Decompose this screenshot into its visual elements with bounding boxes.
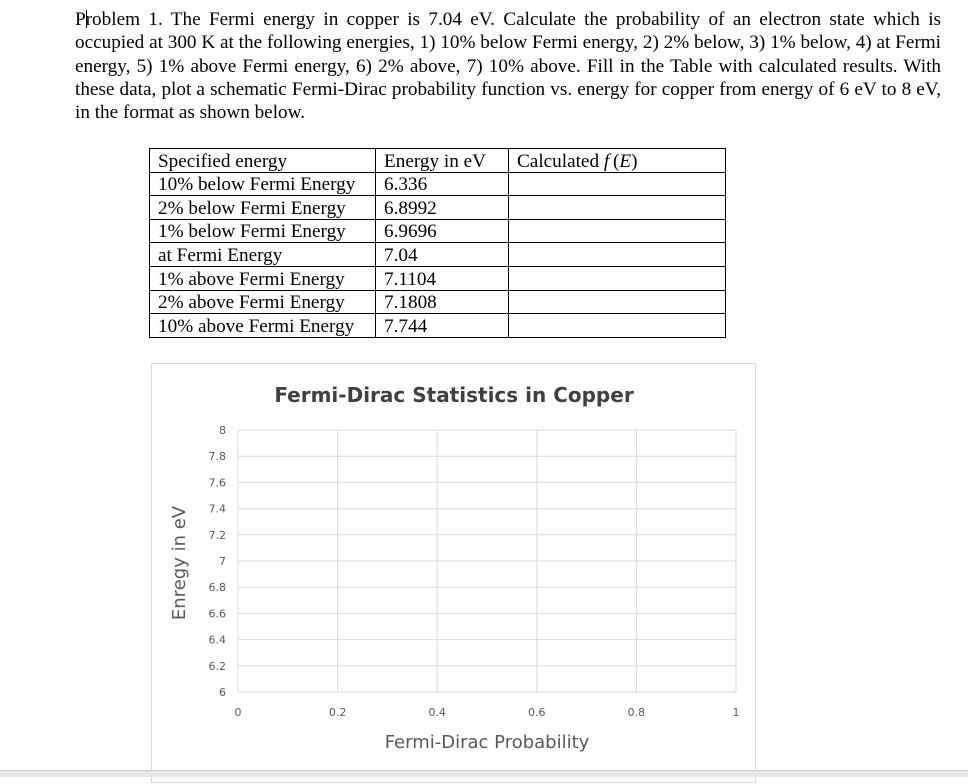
header-calculated-label: Calculated f (E)	[517, 150, 638, 172]
x-axis-label: Fermi-Dirac Probability	[384, 732, 590, 753]
y-tick-label: 8	[219, 424, 226, 437]
y-tick-label: 7.2	[208, 528, 226, 542]
x-tick-label: 0	[234, 706, 242, 719]
row-specified-energy: 2% above Fermi Energy	[150, 290, 376, 314]
y-tick-label: 6.8	[208, 581, 226, 595]
table-header-row	[150, 149, 726, 173]
row-energy-value: 6.8992	[376, 196, 509, 220]
x-tick-label: 0.6	[528, 706, 546, 719]
row-specified-energy: 2% below Fermi Energy	[150, 196, 376, 220]
y-tick-label: 6.4	[208, 633, 226, 647]
y-tick-label: 6.6	[208, 607, 226, 621]
row-energy-value: 6.336	[376, 172, 509, 196]
row-calculated-value[interactable]	[509, 266, 726, 290]
table-row	[150, 219, 726, 243]
y-tick-label: 6.2	[208, 659, 226, 673]
table-body	[150, 172, 726, 337]
row-calculated-value[interactable]	[509, 172, 726, 196]
y-tick-label: 7.6	[208, 476, 226, 490]
y-axis-label: Enregy in eV	[169, 505, 190, 621]
row-calculated-value[interactable]	[509, 196, 726, 220]
table-row	[150, 196, 726, 220]
y-tick-label: 7	[219, 555, 226, 568]
header-energy-in-ev: Energy in eV	[376, 149, 509, 173]
y-tick-label: 7.4	[208, 502, 226, 516]
row-specified-energy: at Fermi Energy	[150, 243, 376, 267]
row-specified-energy: 1% above Fermi Energy	[150, 266, 376, 290]
table-row	[150, 314, 726, 338]
chart-area	[151, 363, 756, 783]
table-row	[150, 266, 726, 290]
header-specified-energy: Specified energy	[150, 149, 376, 173]
chart-title: Fermi-Dirac Statistics in Copper	[274, 383, 634, 407]
row-energy-value: 6.9696	[376, 219, 509, 243]
y-tick-label: 7.8	[208, 450, 226, 464]
row-calculated-value[interactable]	[509, 290, 726, 314]
table-row	[150, 243, 726, 267]
table-row	[150, 290, 726, 314]
row-specified-energy: 10% below Fermi Energy	[150, 172, 376, 196]
problem-statement	[75, 8, 941, 124]
x-tick-label: 0.2	[328, 706, 347, 719]
row-specified-energy: 1% below Fermi Energy	[150, 219, 376, 243]
energy-table	[149, 148, 726, 338]
problem-first-char: P	[75, 9, 86, 30]
problem-text: roblem 1. The Fermi energy in copper is 7.04 eV. Calculate the probability of an electron state which is occupied at 300 K at the following energies, 1) 10% below Fermi energy, 2) 2% below, 3) 1% below, 4) at Fermi energy, 5) 1% above Fermi energy, 6) 2% above, 7) 10% above. Fill in the Table with calculated results. With these data, plot a schematic Fermi-Dirac probability function vs. energy for copper from energy of 6 eV to 8 eV, in the format as shown below.	[75, 9, 941, 124]
row-calculated-value[interactable]	[509, 314, 726, 338]
x-tick-label: 0.8	[627, 706, 646, 719]
x-tick-label: 0.4	[428, 706, 446, 719]
fermi-dirac-chart	[152, 364, 757, 784]
row-specified-energy: 10% above Fermi Energy	[150, 314, 376, 338]
row-calculated-value[interactable]	[509, 243, 726, 267]
y-tick-label: 6	[219, 686, 226, 699]
row-energy-value: 7.744	[376, 314, 509, 338]
row-calculated-value[interactable]	[509, 219, 726, 243]
table-row	[150, 172, 726, 196]
x-tick-label: 1	[732, 706, 740, 719]
row-energy-value: 7.1808	[376, 290, 509, 314]
row-energy-value: 7.04	[376, 243, 509, 267]
header-calculated-fe	[509, 149, 726, 173]
row-energy-value: 7.1104	[376, 266, 509, 290]
